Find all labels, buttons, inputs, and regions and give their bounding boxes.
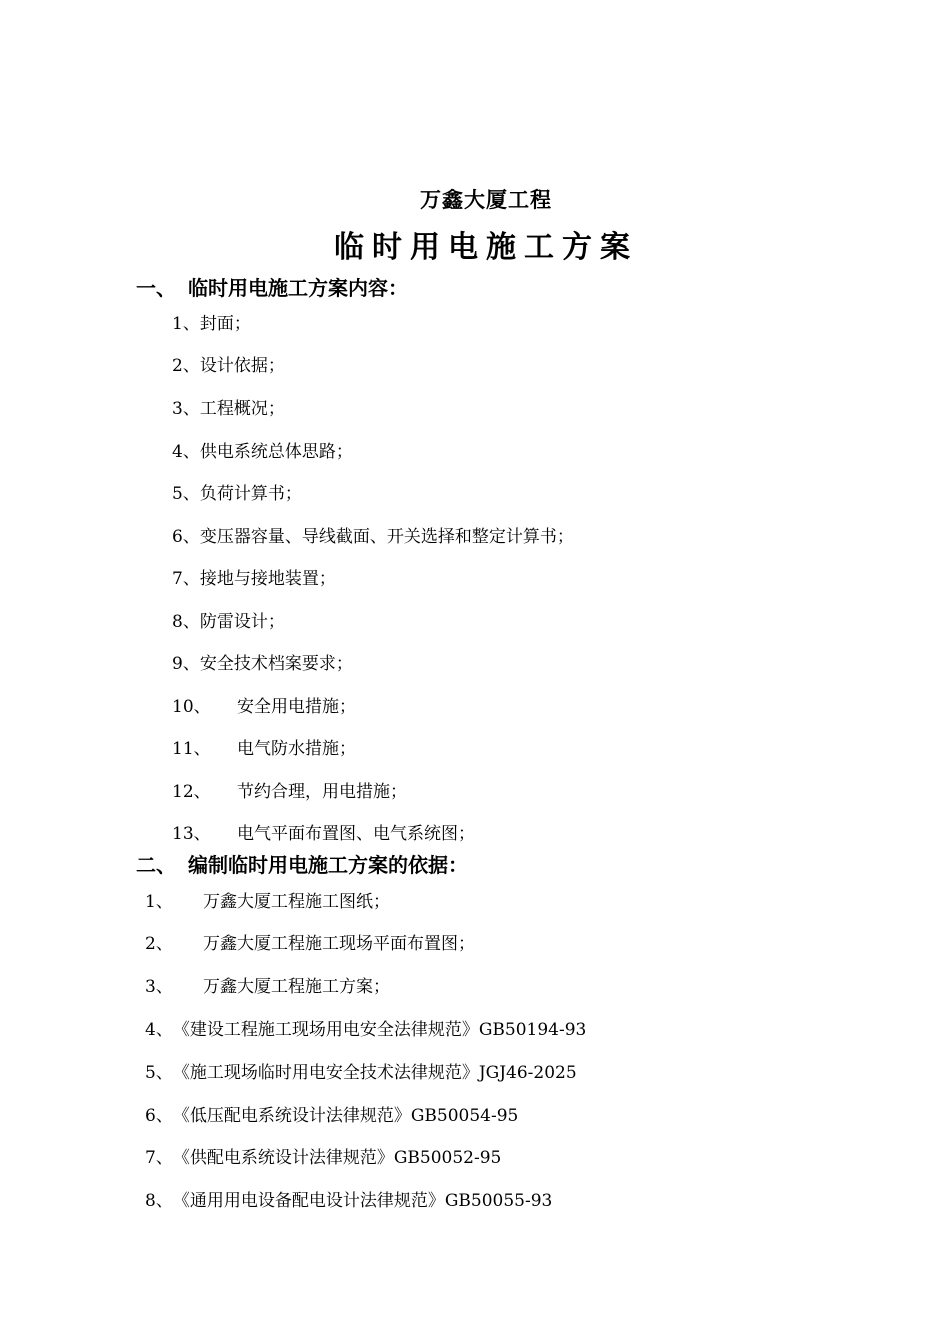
list-item (172, 312, 251, 336)
item-text: 封面； (199, 314, 251, 334)
item-number: 3、 (172, 399, 200, 419)
item-text: 万鑫大厦工程施工方案； (203, 977, 390, 997)
item-text: 设计依据； (199, 356, 285, 376)
list-item (145, 890, 390, 914)
item-text: 《施工现场临时用电安全技术法律规范》JGJ46-2025 (172, 1063, 577, 1083)
item-text: 《通用用电设备配电设计法律规范》GB50055-93 (172, 1191, 553, 1211)
item-number: 6、 (145, 1106, 173, 1126)
list-item (145, 1146, 501, 1170)
document-subtitle: 万鑫大厦工程 (420, 187, 552, 212)
list-item (172, 780, 407, 804)
item-number: 2、 (172, 356, 200, 376)
item-text: 《供配电系统设计法律规范》GB50052-95 (172, 1148, 502, 1168)
section-2-heading (136, 851, 468, 879)
item-number: 1、 (172, 314, 200, 334)
item-number: 1、 (145, 892, 173, 912)
item-number: 2、 (145, 934, 173, 954)
section-1-number: 一、 (136, 276, 176, 300)
item-number: 8、 (145, 1191, 173, 1211)
item-text: 《低压配电系统设计法律规范》GB50054-95 (172, 1106, 519, 1126)
item-number: 9、 (172, 654, 200, 674)
list-item (172, 440, 353, 464)
item-number: 10、 (172, 697, 211, 717)
list-item (145, 975, 390, 999)
item-text: 电气防水措施； (237, 739, 356, 759)
item-number: 8、 (172, 612, 200, 632)
item-number: 5、 (172, 484, 200, 504)
item-text: 安全用电措施； (237, 697, 356, 717)
list-item (172, 695, 356, 719)
item-number: 13、 (172, 824, 211, 844)
section-2-title: 编制临时用电施工方案的依据： (188, 853, 468, 877)
item-number: 4、 (172, 442, 200, 462)
list-item (172, 567, 336, 591)
item-text: 防雷设计； (199, 612, 285, 632)
item-number: 4、 (145, 1020, 173, 1040)
item-number: 7、 (145, 1148, 173, 1168)
item-number: 3、 (145, 977, 173, 997)
item-text: 安全技术档案要求； (199, 654, 353, 674)
item-text: 工程概况； (199, 399, 285, 419)
list-item (172, 652, 353, 676)
section-2-number: 二、 (136, 853, 176, 877)
item-number: 11、 (172, 739, 211, 759)
item-text: 变压器容量、导线截面、开关选择和整定计算书； (199, 527, 574, 547)
item-text: 接地与接地装置； (199, 569, 336, 589)
item-text: 万鑫大厦工程施工图纸； (203, 892, 390, 912)
list-item (145, 932, 475, 956)
section-1-title: 临时用电施工方案内容： (188, 276, 408, 300)
list-item (145, 1018, 586, 1042)
item-text: 电气平面布置图、电气系统图； (237, 824, 475, 844)
list-item (172, 610, 285, 634)
list-item (172, 822, 475, 846)
list-item (172, 737, 356, 761)
item-text: 负荷计算书； (199, 484, 302, 504)
list-item (145, 1104, 518, 1128)
item-text: 节约合理，用电措施； (237, 782, 407, 802)
item-text: 《建设工程施工现场用电安全法律规范》GB50194-93 (172, 1020, 587, 1040)
item-number: 5、 (145, 1063, 173, 1083)
item-number: 6、 (172, 527, 200, 547)
document-title: 临时用电施工方案 (334, 230, 638, 265)
item-number: 12、 (172, 782, 211, 802)
list-item (172, 482, 302, 506)
list-item (145, 1189, 552, 1213)
list-item (172, 354, 285, 378)
item-text: 万鑫大厦工程施工现场平面布置图； (203, 934, 475, 954)
item-number: 7、 (172, 569, 200, 589)
item-text: 供电系统总体思路； (199, 442, 353, 462)
section-1-heading (136, 274, 408, 302)
list-item (145, 1061, 577, 1085)
list-item (172, 397, 285, 421)
list-item (172, 525, 574, 549)
